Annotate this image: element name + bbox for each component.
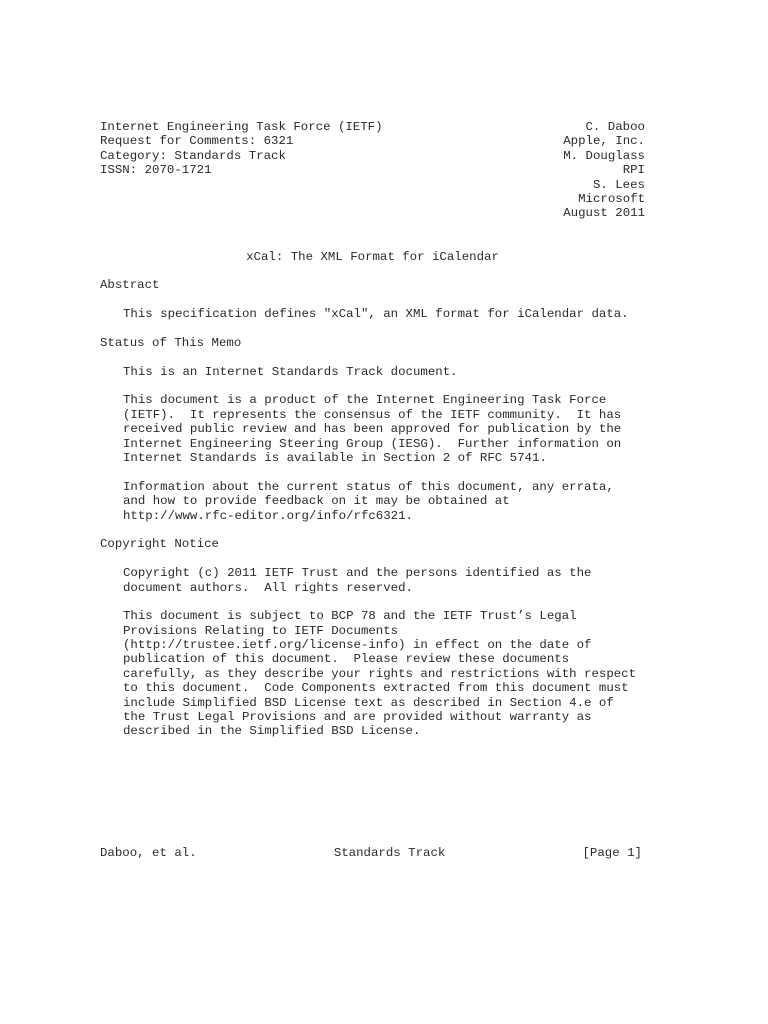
status-paragraph-line: This is an Internet Standards Track document. — [123, 364, 458, 379]
header-category: Category: Standards Track — [100, 148, 286, 163]
document-header — [100, 120, 645, 221]
footer-category: Standards Track — [333, 846, 446, 860]
status-paragraph-line: (IETF). It represents the consensus of the IETF community. It has — [123, 407, 622, 422]
header-issn: ISSN: 2070-1721 — [100, 163, 212, 178]
copyright-paragraph-line: Provisions Relating to IETF Documents — [123, 623, 399, 638]
author-affiliation: RPI — [622, 163, 645, 178]
copyright-paragraph-line: Copyright (c) 2011 IETF Trust and the persons identified as the — [123, 566, 592, 581]
copyright-paragraph-line: include Simplified BSD License text as described in Section 4.e of — [123, 695, 614, 710]
copyright-paragraph-line: described in the Simplified BSD License. — [123, 724, 421, 739]
author-name: S. Lees — [592, 177, 645, 192]
header-right-block — [563, 120, 645, 221]
rfc-info-url: http://www.rfc-editor.org/info/rfc6321. — [123, 508, 413, 523]
footer-authors: Daboo, et al. — [100, 846, 197, 860]
abstract-heading: Abstract — [100, 278, 160, 293]
copyright-paragraph-line: carefully, as they describe your rights and restrictions with respect — [123, 666, 637, 681]
rfc-page — [100, 120, 645, 739]
copyright-paragraph-line: the Trust Legal Provisions and are provided without warranty as — [123, 710, 592, 725]
page-footer — [100, 846, 642, 860]
author-affiliation: Microsoft — [578, 191, 645, 206]
status-paragraph-line: This document is a product of the Internet Engineering Task Force — [123, 393, 607, 408]
copyright-heading: Copyright Notice — [100, 537, 219, 552]
header-rfc-number: Request for Comments: 6321 — [100, 134, 294, 149]
publication-date: August 2011 — [563, 206, 645, 221]
status-paragraph-line: and how to provide feedback on it may be obtained at — [123, 494, 510, 509]
author-name: C. Daboo — [585, 120, 645, 134]
author-affiliation: Apple, Inc. — [563, 134, 645, 149]
abstract-text: This specification defines "xCal", an XML format for iCalendar data. — [123, 307, 629, 322]
copyright-paragraph-line: to this document. Code Components extracted from this document must — [123, 681, 629, 696]
footer-page-number: [Page 1] — [582, 846, 642, 860]
header-left-block — [100, 120, 383, 221]
copyright-paragraph-line: publication of this document. Please review these documents — [123, 652, 570, 667]
status-paragraph-line: Internet Standards is available in Section 2 of RFC 5741. — [123, 450, 547, 465]
license-info-url: (http://trustee.ietf.org/license-info) in effect on the date of — [123, 638, 592, 653]
document-title: xCal: The XML Format for iCalendar — [246, 249, 499, 264]
header-organization: Internet Engineering Task Force (IETF) — [100, 120, 383, 134]
copyright-paragraph-line: document authors. All rights reserved. — [123, 580, 413, 595]
status-heading: Status of This Memo — [100, 335, 242, 350]
status-paragraph-line: Internet Engineering Steering Group (IESG). Further information on — [123, 436, 622, 451]
status-paragraph-line: received public review and has been approved for publication by the — [123, 422, 622, 437]
copyright-paragraph-line: This document is subject to BCP 78 and the IETF Trust’s Legal — [123, 609, 577, 624]
author-name: M. Douglass — [563, 148, 645, 163]
status-paragraph-line: Information about the current status of this document, any errata, — [123, 479, 614, 494]
